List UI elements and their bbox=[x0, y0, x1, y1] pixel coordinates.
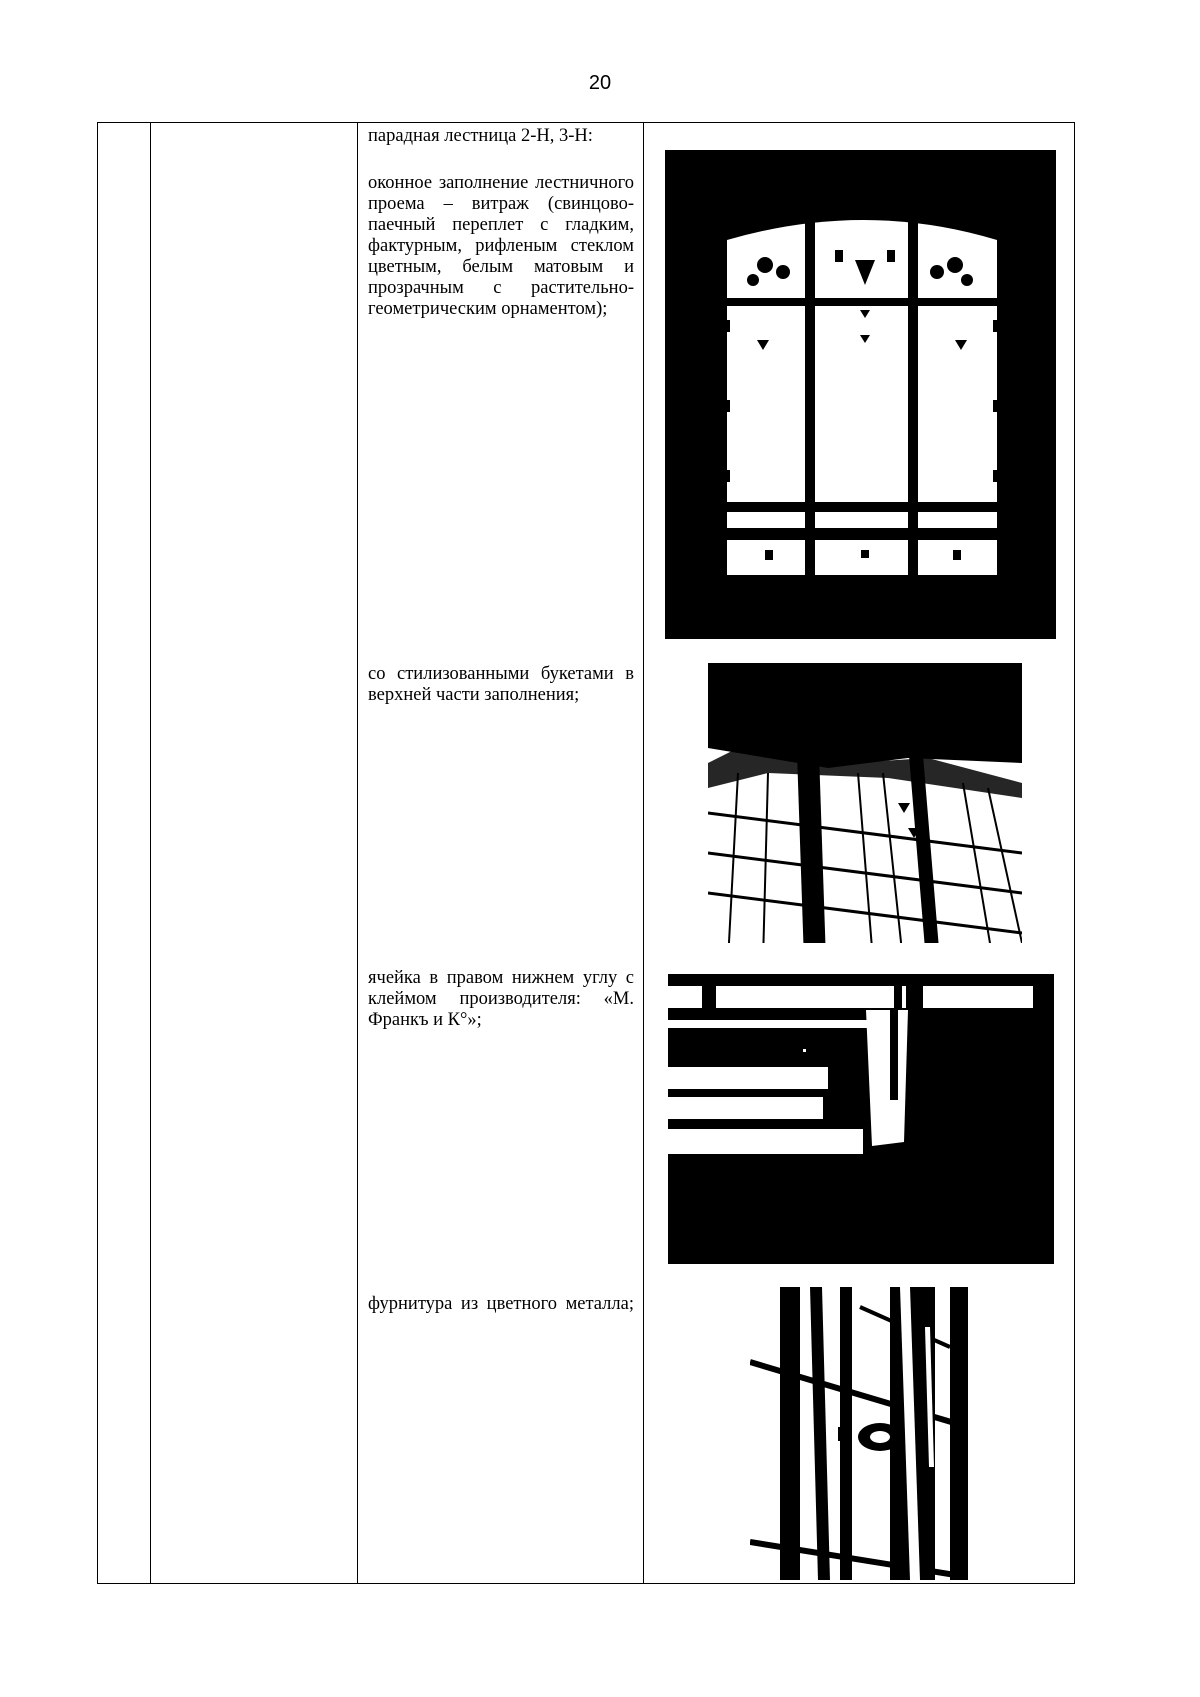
row-3-description: ячейка в правом нижнем углу с клеймом производителя: «М. Франкъ и К°»; bbox=[368, 968, 634, 1030]
stained-glass-window-photo bbox=[665, 150, 1056, 639]
column-divider bbox=[357, 123, 358, 1583]
column-divider bbox=[150, 123, 151, 1583]
stylized-bouquets-detail-photo bbox=[708, 663, 1022, 961]
row-4-description: фурнитура из цветного металла; bbox=[368, 1294, 634, 1314]
metal-fittings-photo bbox=[750, 1287, 968, 1580]
row-2-description: со стилизованными букетами в верхней части заполнения; bbox=[368, 664, 634, 705]
row-1-description: оконное заполнение лестничного проема – витраж (свинцово-паечный переплет с гладким, фактурным, рифленым стеклом цветным, белым матовым и прозрачным с растительно-геометрическим орнаментом); bbox=[368, 173, 634, 319]
maker-mark-cell-photo bbox=[668, 974, 1054, 1264]
column-divider bbox=[643, 123, 644, 1583]
page-number: 20 bbox=[588, 72, 612, 94]
row-1-heading: парадная лестница 2-Н, 3-Н: bbox=[368, 126, 593, 146]
